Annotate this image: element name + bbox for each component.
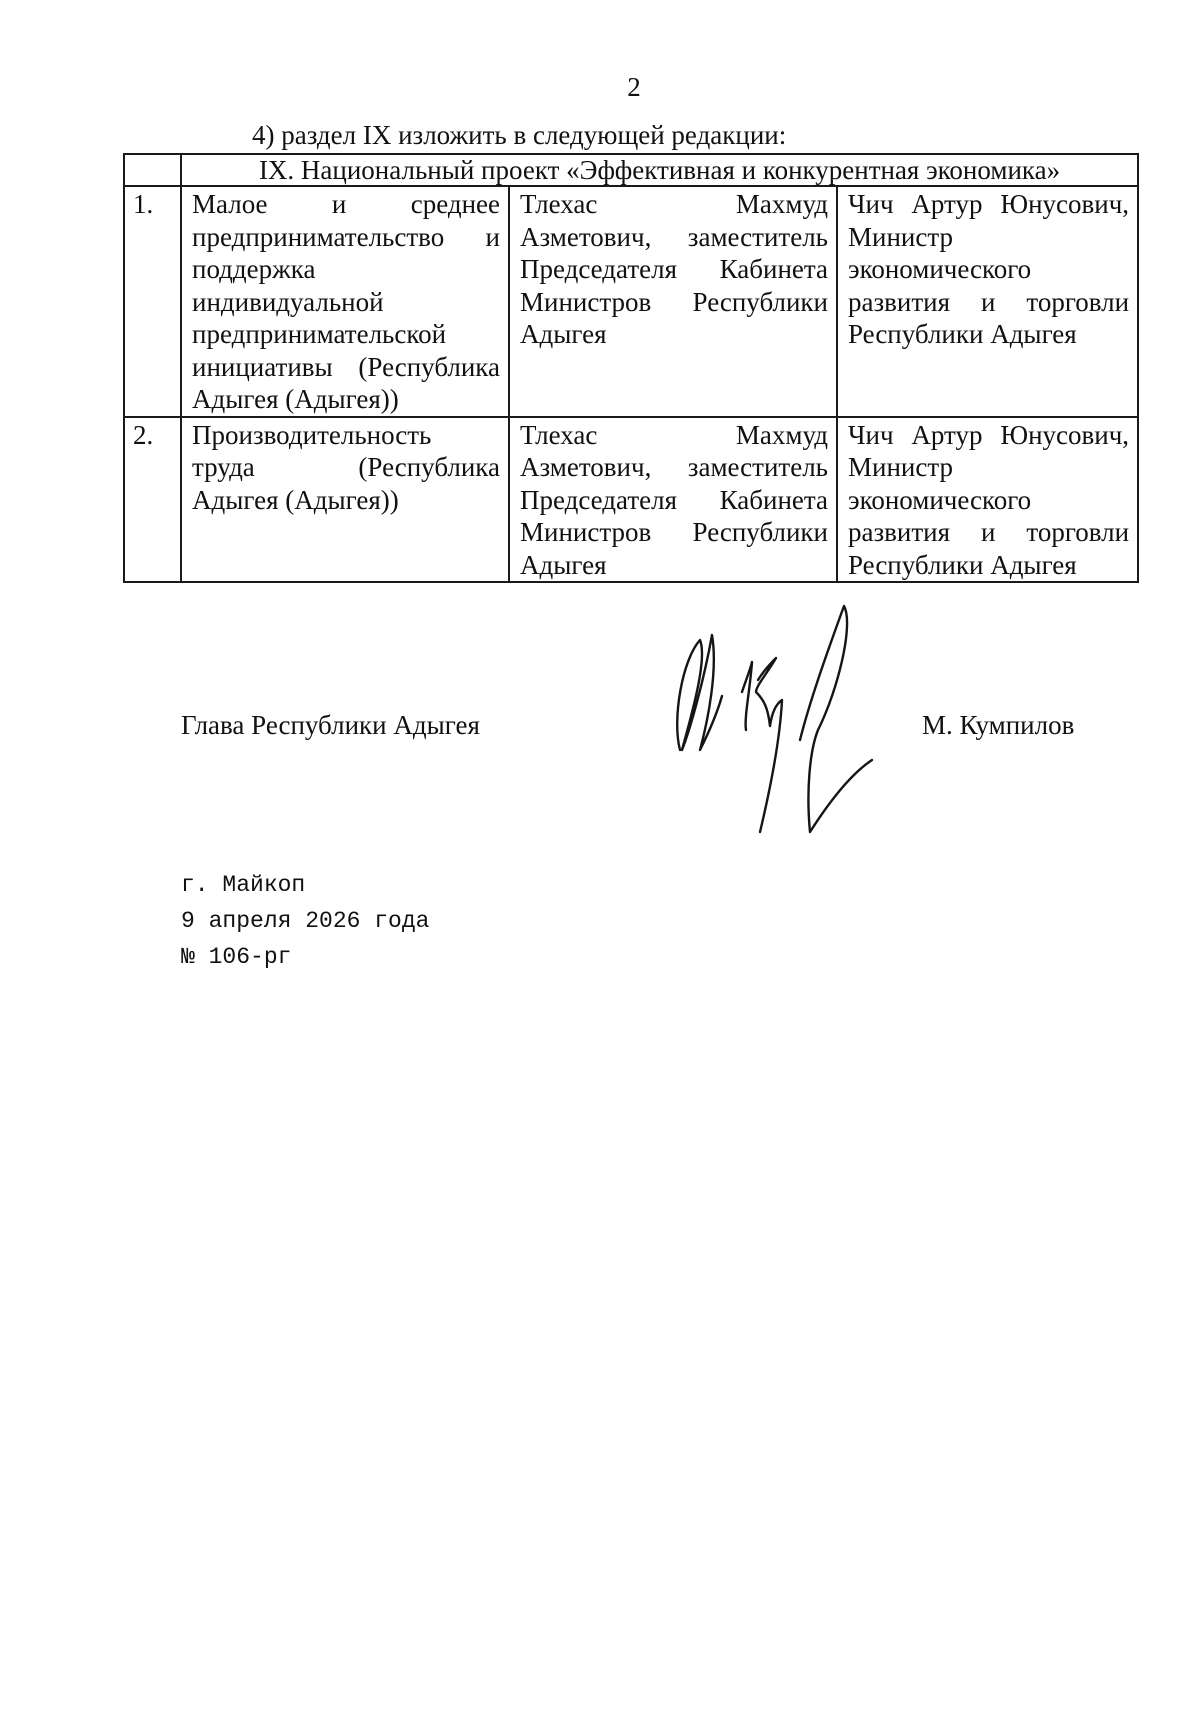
signatory-name: М. Кумпилов (922, 710, 1075, 740)
row-number: 1. (124, 186, 181, 417)
cell-line: Малое и среднее (192, 189, 500, 219)
place-of-signing: г. Майкоп (181, 872, 306, 898)
document-number: № 106-рг (181, 944, 292, 970)
cell-line: труда (Республика (192, 452, 500, 482)
cell-line: Чич Артур Юнусович, (848, 189, 1130, 219)
cell-line: экономического (848, 484, 1032, 515)
cell-line: Министров Республики (520, 286, 828, 317)
cell-line: Чич Артур Юнусович, (848, 419, 1130, 450)
cell-line: Адыгея (Адыгея)) (192, 484, 399, 515)
cell-line: Министр (848, 221, 953, 252)
cell-line: Республики Адыгея (848, 549, 1077, 580)
cell-line: индивидуальной (192, 286, 384, 317)
cell-line: Адыгея (520, 319, 607, 349)
cell-line: Министров Республики (520, 517, 828, 547)
project-name-cell (181, 417, 509, 583)
curator-cell (509, 417, 837, 583)
row-number: 2. (124, 417, 181, 583)
cell-line: Азметович, заместитель (520, 452, 828, 482)
curator-cell (509, 186, 837, 417)
cell-line: Председателя Кабинета (520, 254, 828, 284)
cell-line: Адыгея (520, 549, 607, 580)
cell-line: Тлехас Махмуд (520, 419, 828, 450)
document-date: 9 апреля 2026 года (181, 908, 430, 934)
project-head-cell (837, 186, 1138, 417)
cell-line: Министр (848, 452, 953, 482)
cell-line: развития и торговли (848, 286, 1130, 317)
cell-line: предпринимательство и (192, 221, 500, 252)
cell-line: Республики Адыгея (848, 319, 1077, 349)
handwritten-signature (660, 600, 890, 860)
project-name-cell (181, 186, 509, 417)
project-head-cell (837, 417, 1138, 583)
table-section-row (124, 154, 1138, 186)
cell-line: инициативы (Республика (192, 351, 500, 382)
cell-line: Производительность (192, 419, 432, 450)
table-empty-cell (124, 154, 181, 186)
cell-line: предпринимательской (192, 319, 447, 349)
cell-line: развития и торговли (848, 517, 1130, 547)
amendment-intro: 4) раздел IX изложить в следующей редакции: (252, 120, 787, 150)
cell-line: Азметович, заместитель (520, 221, 828, 252)
table-row (124, 417, 1138, 583)
cell-line: поддержка (192, 254, 316, 284)
signatory-title: Глава Республики Адыгея (181, 710, 480, 740)
cell-line: экономического (848, 254, 1032, 284)
cell-line: Тлехас Махмуд (520, 189, 828, 219)
table-row (124, 186, 1138, 417)
page-number: 2 (627, 72, 641, 102)
section-title: IX. Национальный проект «Эффективная и конкурентная экономика» (181, 154, 1138, 186)
national-project-table (123, 153, 1139, 583)
cell-line: Председателя Кабинета (520, 484, 828, 515)
cell-line: Адыгея (Адыгея)) (192, 384, 399, 414)
